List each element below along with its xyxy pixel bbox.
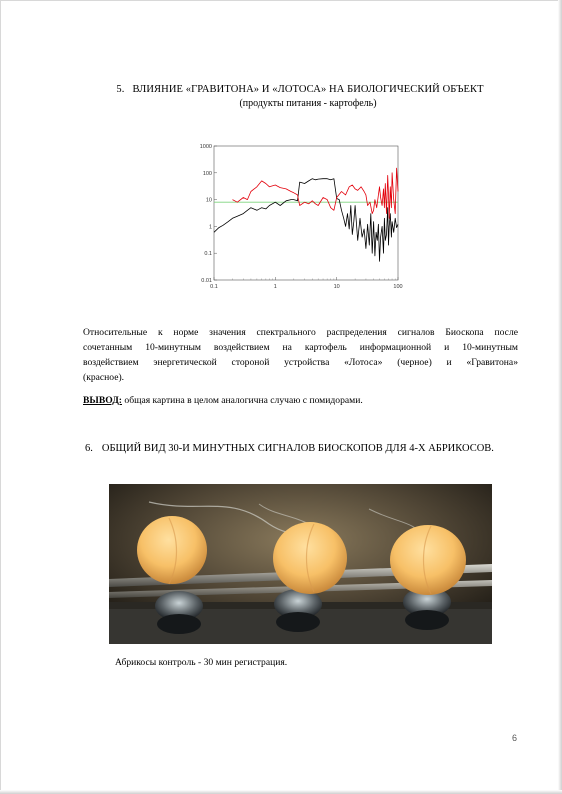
paragraph-line-2: сочетанным 10-минутным воздействием на картофель информационной и 10-минутным [83, 342, 518, 353]
apricots-photo [109, 484, 492, 644]
spectrum-chart [192, 138, 404, 296]
paragraph-line-3: воздействием энергетической стороной устройства «Лотоса» (черное) и «Гравитона» [83, 357, 518, 368]
plot-area [214, 146, 398, 280]
y-tick-label: 1 [208, 224, 212, 231]
section6-number: 6. [85, 443, 93, 454]
x-tick-label: 10 [333, 284, 340, 290]
paragraph-line-1: Относительные к норме значения спектрального распределения сигналов Биоскопа после [83, 327, 518, 338]
y-tick-label: 100 [202, 170, 212, 177]
paragraph-line-4: (красное). [83, 372, 125, 383]
page-shadow-bottom [0, 790, 562, 794]
conclusion-label: ВЫВОД: [83, 395, 122, 406]
section6-heading [85, 443, 494, 454]
section5-subtitle: (продукты питания - картофель) [239, 98, 377, 109]
y-tick-label: 1000 [199, 144, 212, 150]
photo-caption: Абрикосы контроль - 30 мин регистрация. [115, 657, 288, 668]
page-shadow-right [558, 0, 562, 794]
apricots-photo-image [109, 484, 492, 644]
page-number: 6 [512, 733, 518, 743]
conclusion [83, 395, 523, 406]
chart-description [83, 325, 518, 385]
x-tick-label: 0.1 [210, 284, 218, 290]
x-tick-label: 100 [393, 284, 403, 290]
spectrum-chart-svg [192, 138, 404, 296]
section6-title: ОБЩИЙ ВИД 30-И МИНУТНЫХ СИГНАЛОВ БИОСКОПОВ ДЛЯ 4-Х АБРИКОСОВ. [101, 443, 494, 454]
y-tick-label: 0.1 [204, 251, 212, 258]
y-tick-label: 0.01 [201, 278, 212, 284]
page-border-top [0, 0, 562, 1]
section5-heading [0, 84, 562, 95]
section5-number: 5. [116, 84, 125, 95]
page-border-left [0, 0, 1, 794]
y-tick-label: 10 [205, 197, 212, 204]
conclusion-text: общая картина в целом аналогична случаю с помидорами. [122, 395, 363, 406]
x-tick-label: 1 [273, 284, 277, 290]
section5-title: ВЛИЯНИЕ «ГРАВИТОНА» И «ЛОТОСА» НА БИОЛОГИЧЕСКИЙ ОБЪЕКТ [132, 84, 484, 95]
